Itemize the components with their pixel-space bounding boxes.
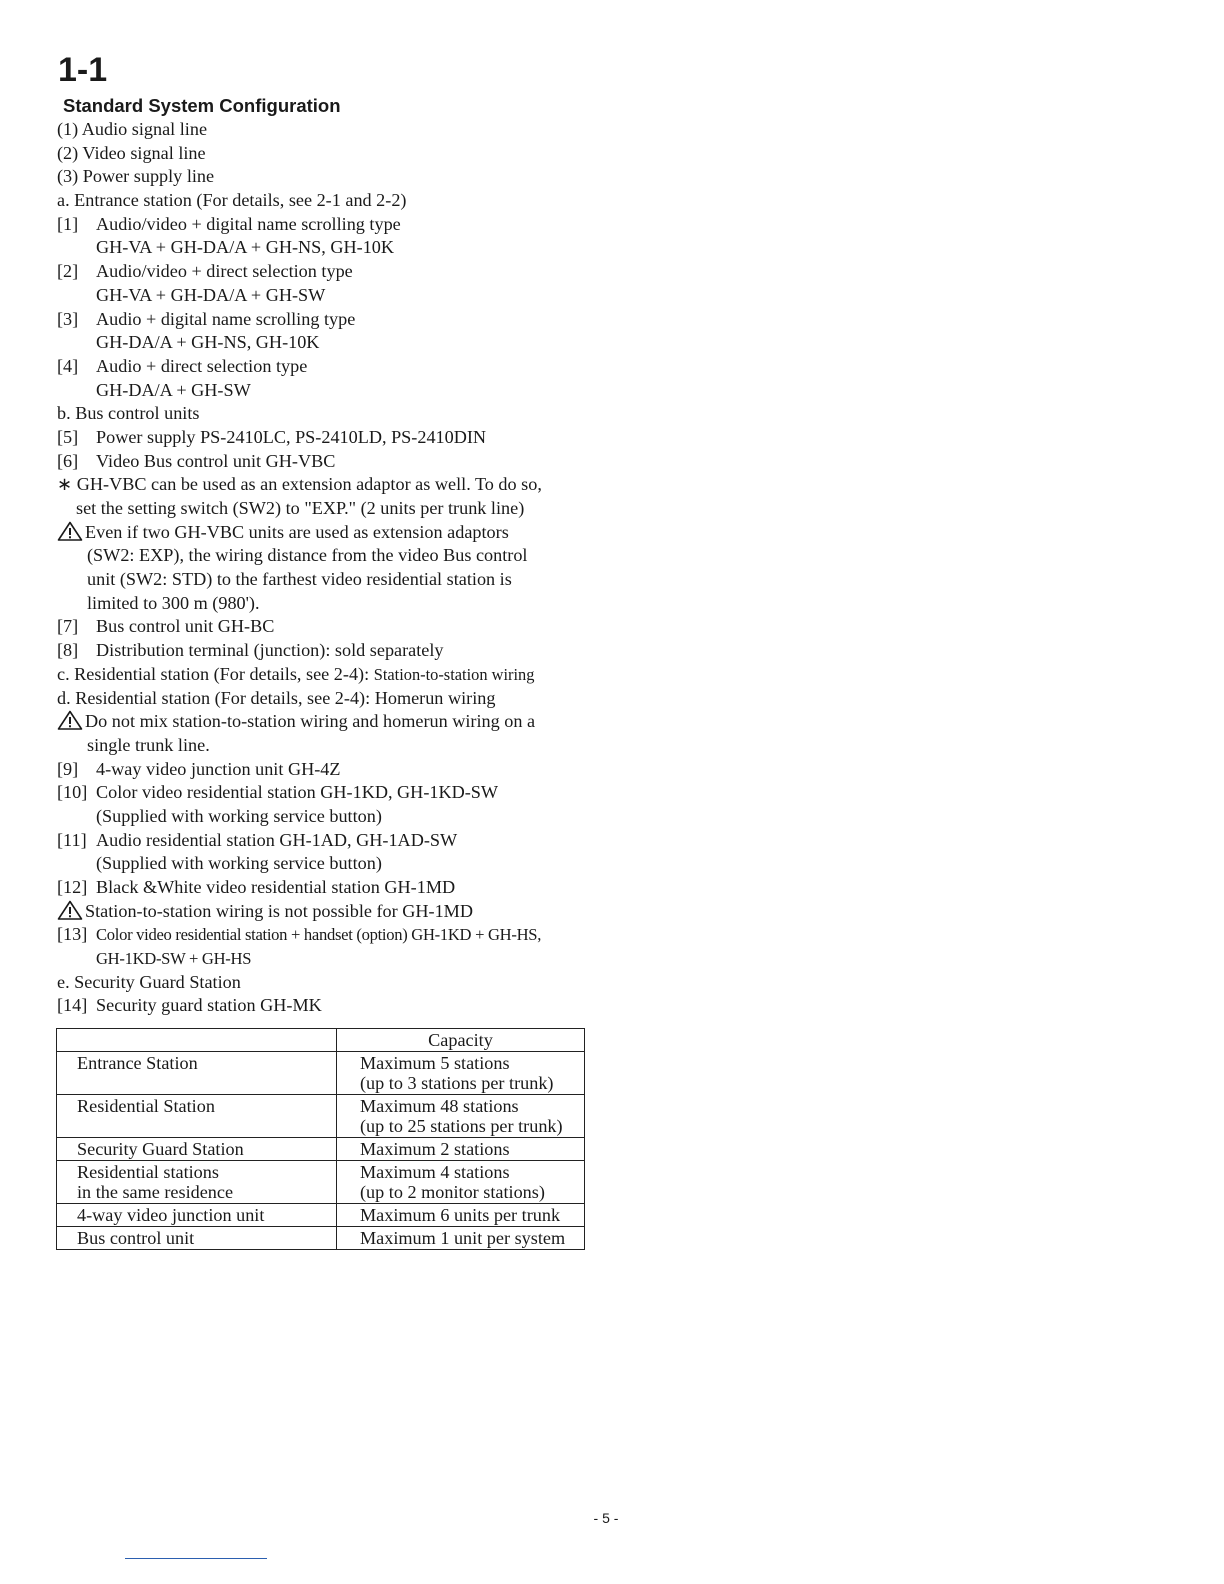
list-item: [3] Audio + digital name scrolling type <box>57 308 597 332</box>
list-item: e. Security Guard Station <box>57 971 241 992</box>
item-label: [5] <box>57 426 79 447</box>
item-label: [4] <box>57 355 79 376</box>
note-line: set the setting switch (SW2) to "EXP." (2 units per trunk line) <box>76 498 525 518</box>
table-header-capacity: Capacity <box>337 1029 585 1052</box>
list-item: [9] 4-way video junction unit GH-4Z <box>57 758 597 782</box>
table-row <box>57 1161 585 1204</box>
table-cell-item: Residential stations in the same residence <box>57 1161 337 1204</box>
item-label: [10] <box>57 782 88 803</box>
page-number: - 5 - <box>593 1510 619 1526</box>
list-item: [14] Security guard station GH-MK <box>57 994 597 1018</box>
table-row <box>57 1204 585 1227</box>
caution-line: limited to 300 m (980'). <box>87 592 260 613</box>
list-item-detail: GH-VA + GH-DA/A + GH-NS, GH-10K <box>96 237 395 258</box>
footer-rule <box>125 1558 267 1559</box>
table-cell-capacity: Maximum 48 stations (up to 25 stations per trunk) <box>337 1095 585 1138</box>
item-label: [9] <box>57 758 79 779</box>
list-item: c. Residential station (For details, see 2-4): Station-to-station wiring <box>57 663 535 684</box>
caution-line: Do not mix station-to-station wiring and homerun wiring on a <box>57 710 597 734</box>
caution-line: (SW2: EXP), the wiring distance from the video Bus control <box>87 545 528 566</box>
item-label: [7] <box>57 616 79 637</box>
table-cell-capacity: Maximum 6 units per trunk <box>337 1204 585 1227</box>
item-label: [13] <box>57 924 88 945</box>
list-item: d. Residential station (For details, see 2-4): Homerun wiring <box>57 687 496 708</box>
capacity-table <box>56 1028 585 1250</box>
table-cell-capacity: Maximum 1 unit per system <box>337 1227 585 1250</box>
list-item: [7] Bus control unit GH-BC <box>57 615 597 639</box>
list-item: (2) Video signal line <box>57 142 206 163</box>
table-row <box>57 1138 585 1161</box>
warning-icon <box>57 710 83 730</box>
table-row <box>57 1095 585 1138</box>
item-label: [14] <box>57 995 88 1016</box>
table-cell-item: Residential Station <box>57 1095 337 1138</box>
list-item-detail: (Supplied with working service button) <box>96 853 382 874</box>
list-item: [4] Audio + direct selection type <box>57 355 597 379</box>
table-cell-capacity: Maximum 4 stations (up to 2 monitor stations) <box>337 1161 585 1204</box>
list-item: [11] Audio residential station GH-1AD, GH-1AD-SW <box>57 829 597 853</box>
section-title: Standard System Configuration <box>63 95 341 116</box>
caution-line: Even if two GH-VBC units are used as extension adaptors <box>57 521 597 545</box>
note-line: ∗ GH-VBC can be used as an extension adaptor as well. To do so, <box>57 474 542 495</box>
list-item: [13] Color video residential station + handset (option) GH-1KD + GH-HS, <box>57 923 597 947</box>
table-cell-item: Security Guard Station <box>57 1138 337 1161</box>
configuration-list <box>57 118 597 1018</box>
list-item-detail: GH-DA/A + GH-SW <box>96 379 251 400</box>
caution-line: Station-to-station wiring is not possible for GH-1MD <box>57 900 597 924</box>
section-number: 1-1 <box>58 51 108 89</box>
item-label: [8] <box>57 640 79 661</box>
caution-line: unit (SW2: STD) to the farthest video residential station is <box>87 569 512 590</box>
table-cell-item: Bus control unit <box>57 1227 337 1250</box>
list-item: b. Bus control units <box>57 403 200 424</box>
list-item: [10] Color video residential station GH-1KD, GH-1KD-SW <box>57 781 597 805</box>
table-row <box>57 1052 585 1095</box>
list-item: [6] Video Bus control unit GH-VBC <box>57 450 597 474</box>
warning-icon <box>57 900 83 920</box>
list-item-detail: (Supplied with working service button) <box>96 805 382 826</box>
table-cell-capacity: Maximum 5 stations (up to 3 stations per trunk) <box>337 1052 585 1095</box>
list-item: a. Entrance station (For details, see 2-1 and 2-2) <box>57 190 407 211</box>
item-label: [3] <box>57 308 79 329</box>
list-item-detail: GH-DA/A + GH-NS, GH-10K <box>96 332 320 353</box>
list-item-detail: GH-1KD-SW + GH-HS <box>96 949 252 969</box>
list-item: [8] Distribution terminal (junction): sold separately <box>57 639 597 663</box>
list-item: [2] Audio/video + direct selection type <box>57 260 597 284</box>
item-label: [12] <box>57 877 88 897</box>
item-label: [11] <box>57 829 87 850</box>
table-header-empty <box>57 1029 337 1052</box>
list-item-detail: GH-VA + GH-DA/A + GH-SW <box>96 284 326 305</box>
caution-line: single trunk line. <box>87 734 210 755</box>
table-cell-capacity: Maximum 2 stations <box>337 1138 585 1161</box>
list-item: [5] Power supply PS-2410LC, PS-2410LD, PS-2410DIN <box>57 426 597 450</box>
table-cell-item: Entrance Station <box>57 1052 337 1095</box>
list-item: [1] Audio/video + digital name scrolling type <box>57 213 597 237</box>
item-label: [1] <box>57 213 79 234</box>
list-item: (3) Power supply line <box>57 166 215 187</box>
table-row <box>57 1227 585 1250</box>
list-item: [12] Black &White video residential station GH-1MD <box>57 876 597 900</box>
item-label: [2] <box>57 261 79 282</box>
list-item: (1) Audio signal line <box>57 119 208 139</box>
table-cell-item: 4-way video junction unit <box>57 1204 337 1227</box>
warning-icon <box>57 521 83 541</box>
table-header-row <box>57 1029 585 1052</box>
item-label: [6] <box>57 450 79 471</box>
